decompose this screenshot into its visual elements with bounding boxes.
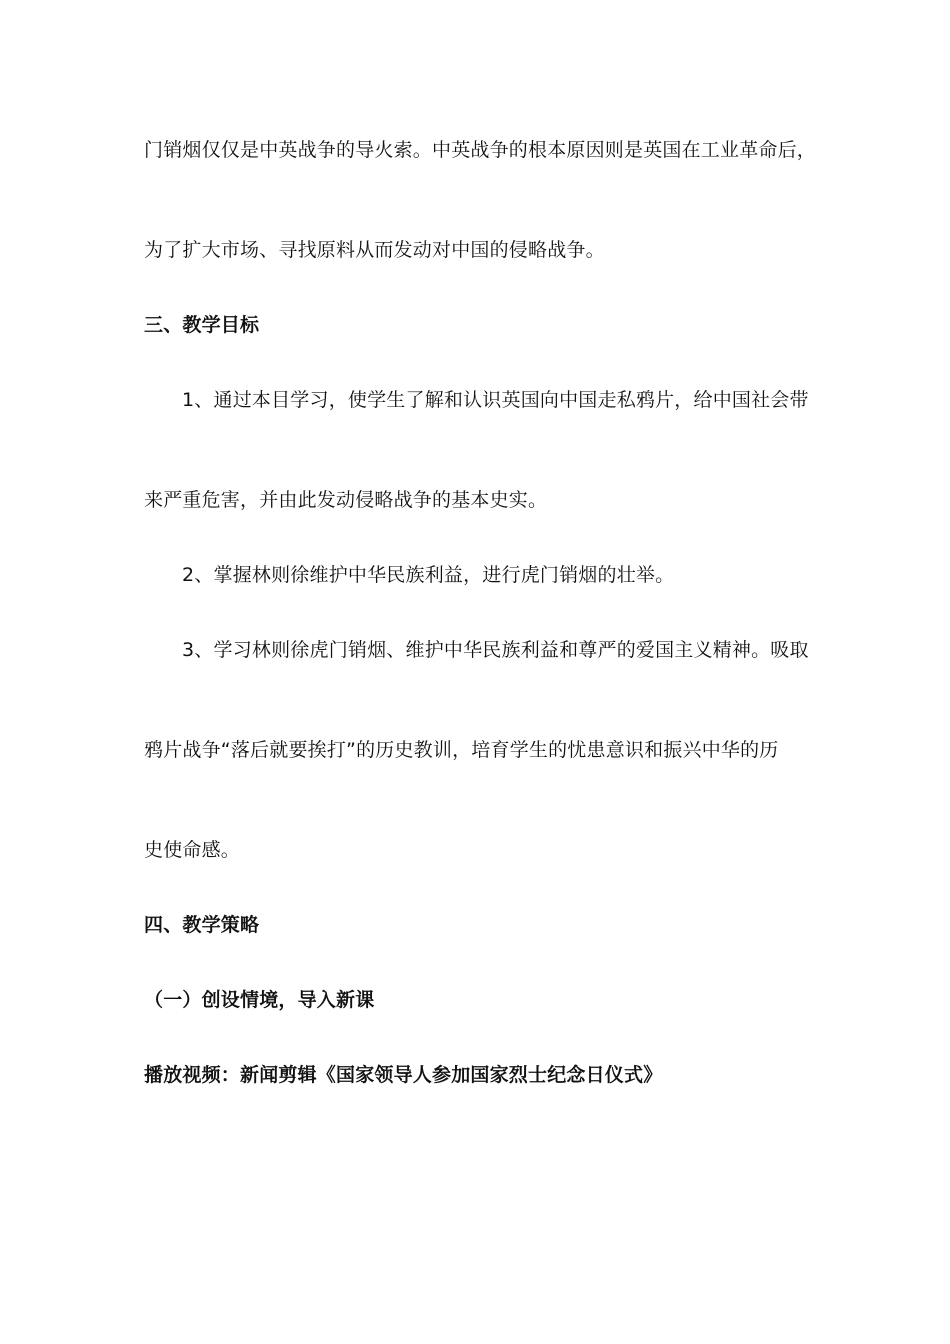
objective-item-2: 2、掌握林则徐维护中华民族利益，进行虎门销烟的壮举。 bbox=[182, 564, 675, 586]
video-line: 播放视频：新闻剪辑《国家领导人参加国家烈士纪念日仪式》 bbox=[144, 1064, 663, 1086]
paragraph-line: 为了扩大市场、寻找原料从而发动对中国的侵略战争。 bbox=[144, 239, 605, 261]
section-heading-objectives: 三、教学目标 bbox=[144, 314, 260, 336]
paragraph-line: 门销烟仅仅是中英战争的导火索。中英战争的根本原因则是英国在工业革命后， bbox=[144, 139, 817, 161]
objective-item-3: 3、学习林则徐虎门销烟、维护中华民族利益和尊严的爱国主义精神。吸取 bbox=[182, 639, 809, 661]
objective-item-1-continued: 来严重危害，并由此发动侵略战争的基本史实。 bbox=[144, 489, 548, 511]
objective-item-1: 1、通过本目学习，使学生了解和认识英国向中国走私鸦片，给中国社会带 bbox=[182, 389, 809, 411]
section-heading-strategy: 四、教学策略 bbox=[144, 914, 260, 936]
objective-item-3-continued: 鸦片战争“落后就要挨打”的历史教训，培育学生的忧患意识和振兴中华的历 bbox=[144, 739, 779, 761]
objective-item-3-continued: 史使命感。 bbox=[144, 839, 241, 861]
subsection-heading: （一）创设情境，导入新课 bbox=[144, 989, 375, 1011]
